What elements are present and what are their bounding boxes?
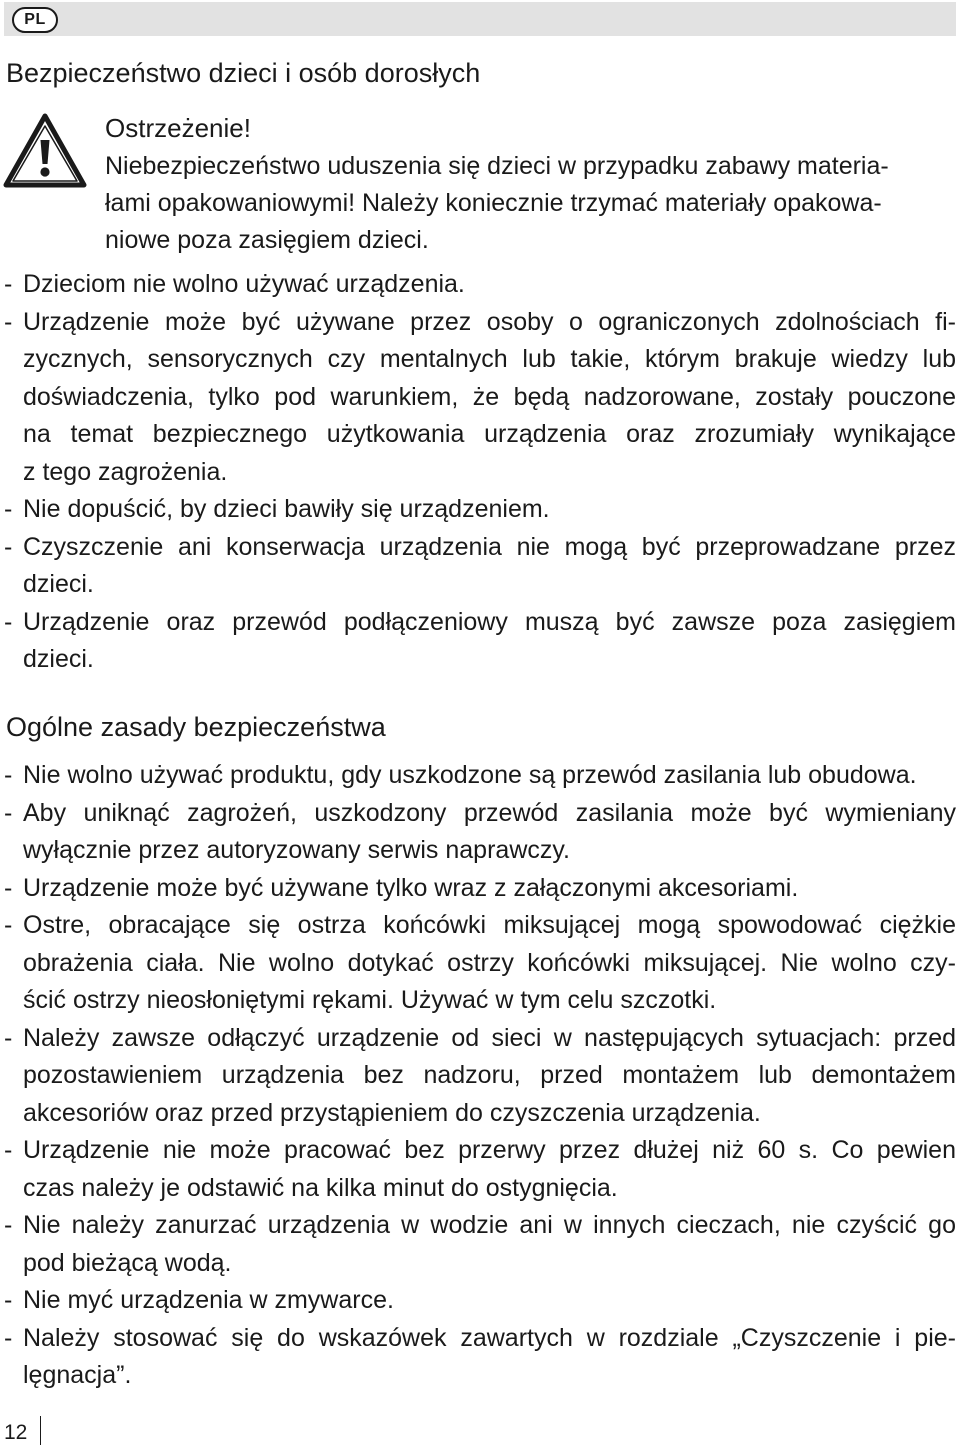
page-number-divider [40, 1416, 41, 1445]
list-item [4, 907, 956, 1020]
bullet-dash: - [4, 1023, 13, 1052]
list-item-line: Nie myć urządzenia w zmywarce. [23, 1286, 394, 1314]
page-number: 12 [4, 1421, 28, 1444]
list-item-line: z tego zagrożenia. [23, 457, 228, 486]
child-safety-list [4, 266, 956, 679]
list-item-line: doświadczenia, tylko pod warunkiem, że będą nadzorowane, zostały pouczone [23, 382, 956, 411]
bullet-dash: - [4, 270, 13, 298]
bullet-dash: - [4, 1323, 13, 1352]
bullet-dash: - [4, 495, 13, 523]
bullet-dash: - [4, 607, 13, 636]
list-item [4, 529, 956, 604]
list-item-line: Urządzenie może być używane tylko wraz z załączonymi akcesoriami. [23, 873, 799, 902]
warning-text [105, 148, 955, 259]
bullet-dash: - [4, 1211, 13, 1239]
warning-title: Ostrzeżenie! [105, 113, 251, 143]
section-title-general-safety: Ogólne zasady bezpieczeństwa [6, 712, 386, 742]
list-item [4, 604, 956, 679]
list-item-line: Urządzenie nie może pracować bez przerwy przez dłużej niż 60 s. Co pewien [23, 1136, 956, 1164]
list-item-line: Dzieciom nie wolno używać urządzenia. [23, 270, 465, 298]
list-item-line: Czyszczenie ani konserwacja urządzenia nie mogą być przeprowadzane przez [23, 532, 956, 561]
bullet-dash: - [4, 1136, 13, 1164]
list-item-line: dzieci. [23, 570, 94, 598]
list-item-line: obrażenia ciała. Nie wolno dotykać ostrzy końcówki miksującej. Nie wolno czy- [23, 948, 956, 977]
bullet-dash: - [4, 532, 13, 561]
bullet-dash: - [4, 761, 13, 789]
list-item-line: czas należy je odstawić na kilka minut do ostygnięcia. [23, 1173, 618, 1202]
list-item-line: pod bieżącą wodą. [23, 1248, 232, 1277]
list-item [4, 757, 956, 795]
bullet-dash: - [4, 1286, 13, 1314]
bullet-dash: - [4, 307, 13, 336]
list-item [4, 1320, 956, 1395]
bullet-dash: - [4, 873, 13, 902]
list-item [4, 1282, 956, 1320]
list-item-line: Należy zawsze odłączyć urządzenie od sieci w następujących sytuacjach: przed [23, 1023, 956, 1052]
list-item [4, 1132, 956, 1207]
list-item-line: na temat bezpiecznego użytkowania urządzenia oraz zrozumiały wynikające [23, 420, 956, 448]
warning-text-line: niowe poza zasięgiem dzieci. [105, 226, 429, 254]
warning-text-line: łami opakowaniowymi! Należy koniecznie trzymać materiały opakowa- [105, 189, 882, 217]
list-item-line: akcesoriów oraz przed przystąpieniem do czyszczenia urządzenia. [23, 1098, 761, 1127]
section-title-child-safety: Bezpieczeństwo dzieci i osób dorosłych [6, 58, 481, 88]
warning-triangle-icon [2, 112, 88, 190]
list-item-line: Urządzenie oraz przewód podłączeniowy muszą być zawsze poza zasięgiem [23, 607, 956, 636]
list-item [4, 491, 956, 529]
list-item-line: Nie dopuścić, by dzieci bawiły się urządzeniem. [23, 495, 550, 523]
list-item-line: Aby uniknąć zagrożeń, uszkodzony przewód zasilania może być wymieniany [23, 798, 956, 827]
list-item-line: Ostre, obracające się ostrza końcówki miksującej mogą spowodować ciężkie [23, 911, 956, 939]
list-item-line: Należy stosować się do wskazówek zawartych w rozdziale „Czyszczenie i pie- [23, 1323, 956, 1352]
list-item-line: zycznych, sensorycznych czy mentalnych lub takie, którym brakuje wiedzy lub [23, 345, 956, 373]
list-item [4, 266, 956, 304]
list-item-line: wyłącznie przez autoryzowany serwis naprawczy. [23, 836, 570, 864]
header-bar [4, 2, 956, 36]
list-item [4, 1020, 956, 1133]
list-item-line: ścić ostrzy nieosłoniętymi rękami. Używać w tym celu szczotki. [23, 986, 717, 1014]
language-badge: PL [12, 7, 58, 33]
list-item [4, 870, 956, 908]
warning-text-line: Niebezpieczeństwo uduszenia się dzieci w przypadku zabawy materia- [105, 152, 889, 180]
general-safety-list [4, 757, 956, 1395]
list-item-line: pozostawieniem urządzenia bez nadzoru, przed montażem lub demontażem [23, 1061, 956, 1089]
list-item [4, 304, 956, 492]
bullet-dash: - [4, 911, 13, 939]
bullet-dash: - [4, 798, 13, 827]
list-item [4, 795, 956, 870]
list-item [4, 1207, 956, 1282]
list-item-line: Nie wolno używać produktu, gdy uszkodzone są przewód zasilania lub obudowa. [23, 761, 917, 789]
list-item-line: Urządzenie może być używane przez osoby o ograniczonych zdolnościach fi- [23, 307, 956, 336]
list-item-line: dzieci. [23, 645, 94, 673]
list-item-line: Nie należy zanurzać urządzenia w wodzie ani w innych cieczach, nie czyścić go [23, 1211, 956, 1239]
list-item-line: lęgnacja”. [23, 1361, 132, 1389]
